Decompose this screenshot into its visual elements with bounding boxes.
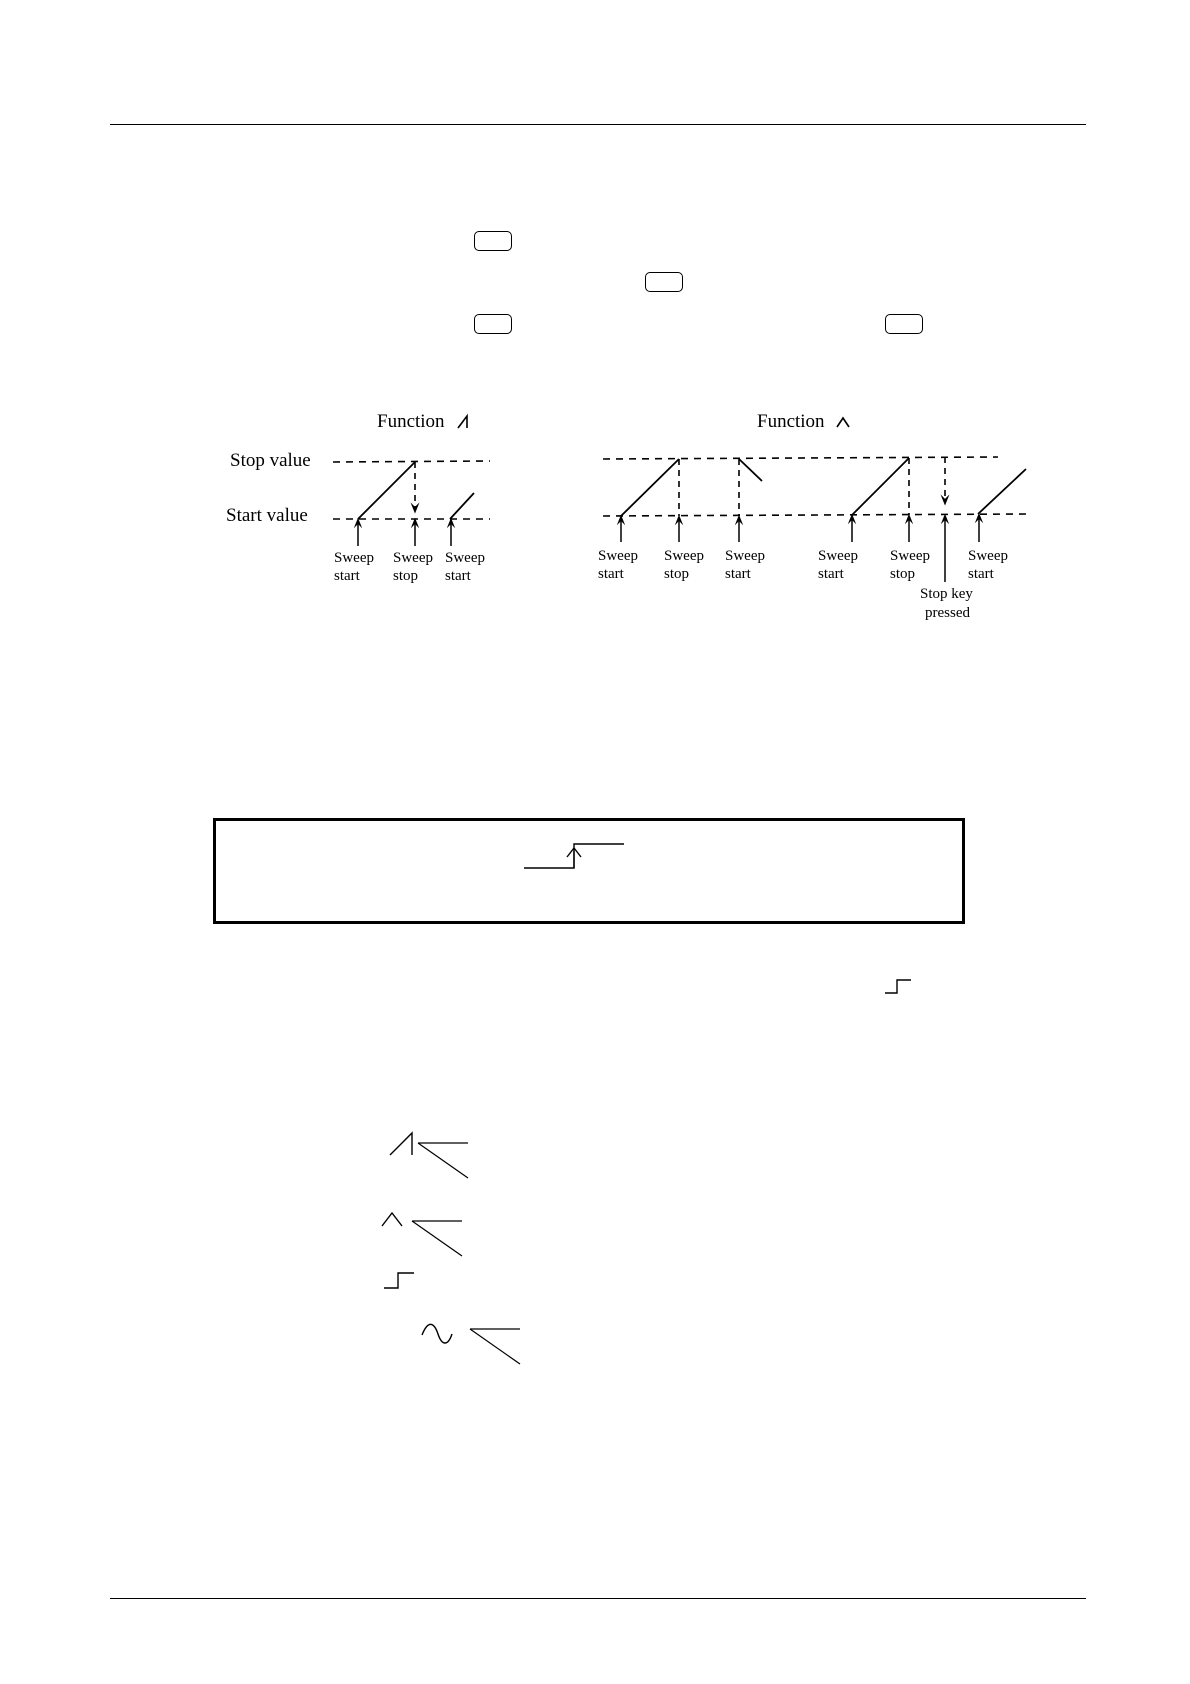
event-label-1: Sweep <box>664 548 704 564</box>
stop-key-label-1: Stop key <box>920 586 973 602</box>
event-label-2: stop <box>890 566 916 582</box>
start-value-label: Start value <box>226 505 308 526</box>
triangle-icon <box>382 1213 402 1226</box>
left-panel-title: Function <box>377 411 445 432</box>
right-panel-title: Function <box>757 411 825 432</box>
event-label-2: start <box>818 566 844 582</box>
event-label-2: stop <box>664 566 690 582</box>
pointer-line <box>412 1221 462 1256</box>
sawtooth-icon <box>390 1133 412 1155</box>
event-label-2: start <box>445 568 471 584</box>
event-label-2: start <box>334 568 360 584</box>
stop-key-label-2: pressed <box>925 605 970 621</box>
stop-value-label: Stop value <box>230 450 311 471</box>
event-label-2: start <box>968 566 994 582</box>
event-label-2: stop <box>393 568 419 584</box>
event-label-1: Sweep <box>725 548 765 564</box>
step-icon <box>384 1273 414 1288</box>
event-label-1: Sweep <box>890 548 930 564</box>
event-label-2: start <box>725 566 751 582</box>
event-label-1: Sweep <box>818 548 858 564</box>
event-label-2: start <box>598 566 624 582</box>
event-label-1: Sweep <box>445 550 485 566</box>
event-label-1: Sweep <box>334 550 374 566</box>
sine-icon <box>422 1324 452 1343</box>
event-label-1: Sweep <box>598 548 638 564</box>
pointer-line <box>418 1143 468 1178</box>
event-label-1: Sweep <box>968 548 1008 564</box>
event-label-1: Sweep <box>393 550 433 566</box>
pointer-line <box>470 1329 520 1364</box>
